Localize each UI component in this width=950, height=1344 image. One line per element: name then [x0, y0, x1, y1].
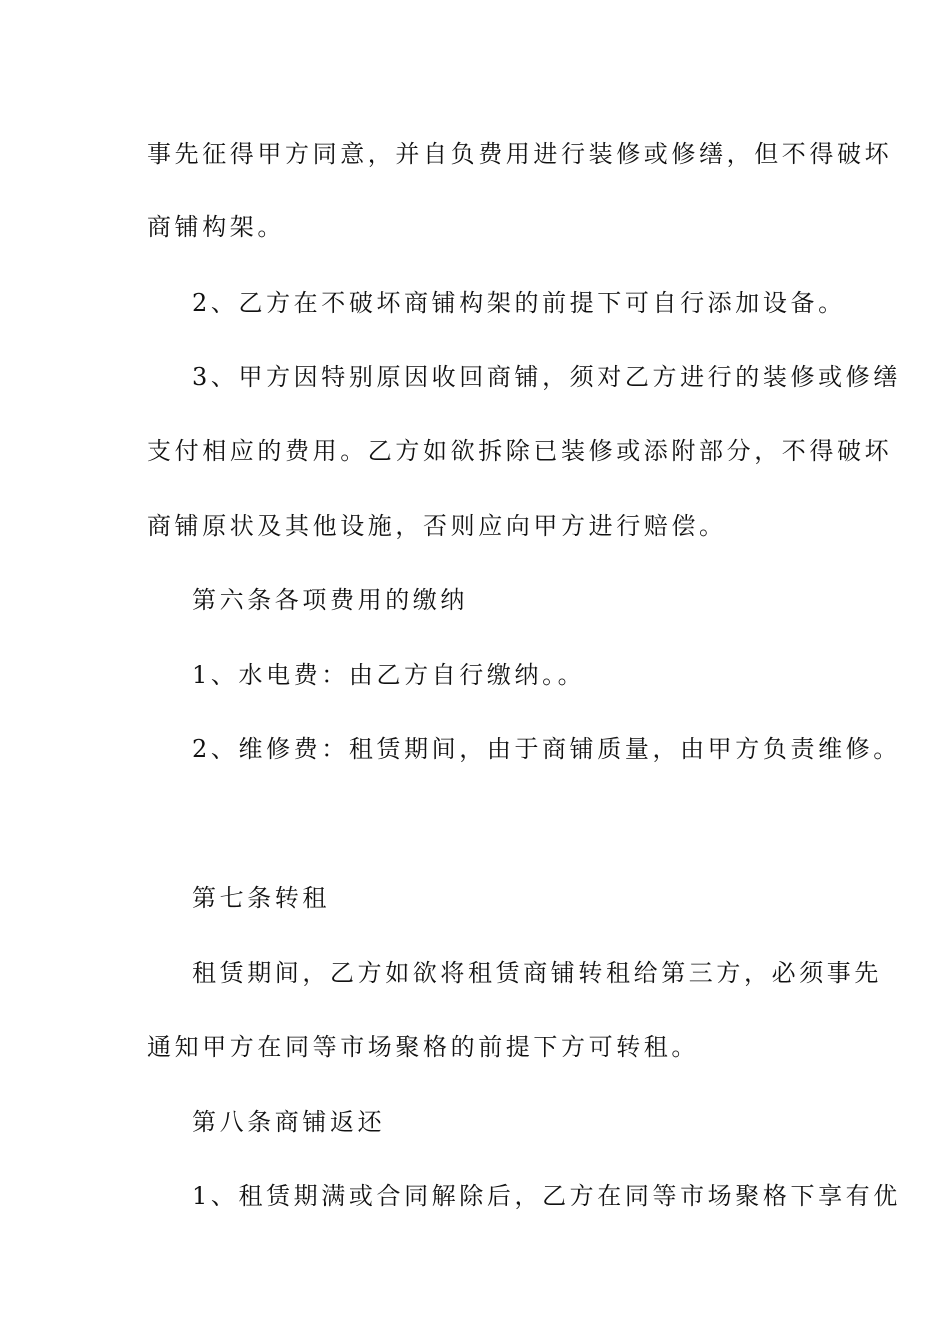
- section-heading: 第七条转租: [192, 884, 330, 912]
- text-line: 1、水电费：由乙方自行缴纳。。: [192, 661, 586, 689]
- section-heading: 第八条商铺返还: [192, 1108, 386, 1136]
- text-line: 商铺原状及其他设施，否则应向甲方进行赔偿。: [147, 512, 727, 540]
- text-line: 商铺构架。: [147, 213, 285, 241]
- text-line: 通知甲方在同等市场聚格的前提下方可转租。: [147, 1033, 699, 1061]
- text-line: 租赁期间，乙方如欲将租赁商铺转租给第三方，必须事先: [192, 959, 882, 987]
- text-line: 2、维修费：租赁期间，由于商铺质量，由甲方负责维修。: [192, 735, 901, 763]
- text-line: 支付相应的费用。乙方如欲拆除已装修或添附部分，不得破坏: [147, 437, 893, 465]
- section-heading: 第六条各项费用的缴纳: [192, 586, 468, 614]
- text-line: 1、租赁期满或合同解除后，乙方在同等市场聚格下享有优: [192, 1182, 901, 1210]
- text-line: 2、乙方在不破坏商铺构架的前提下可自行添加设备。: [192, 289, 846, 317]
- text-line: 事先征得甲方同意，并自负费用进行装修或修缮，但不得破坏: [147, 140, 893, 168]
- text-line: 3、甲方因特别原因收回商铺，须对乙方进行的装修或修缮: [192, 363, 901, 391]
